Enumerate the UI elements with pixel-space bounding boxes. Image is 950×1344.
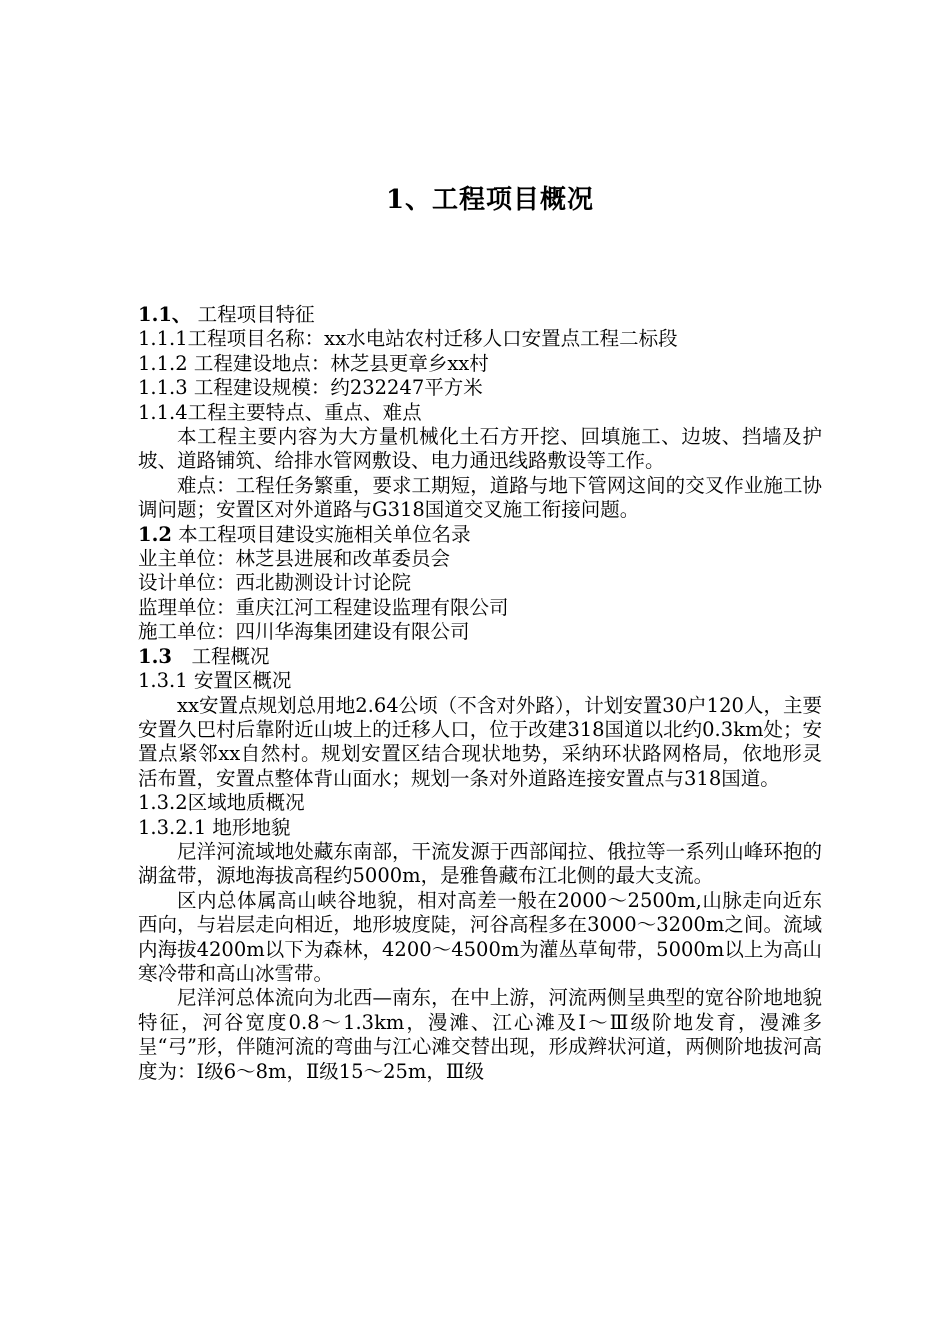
item-1-1-4: 1.1.4工程主要特点、重点、难点 [138,400,422,424]
heading-number: 1.1、 [138,303,192,326]
paragraph-river: 尼洋河总体流向为北西—南东，在中上游，河流两侧呈典型的宽谷阶地地貌特征，河谷宽度0.8～1.3km，漫滩、江心滩及Ⅰ～Ⅲ级阶地发育，漫滩多呈“弓”形，伴随河流的弯曲与江心滩交替出现，形成辫状河道，两侧阶地拔河高度为：Ⅰ级6～8m，Ⅱ级15～25m，Ⅲ级 [138,986,822,1083]
item-1-3-2: 1.3.2区域地质概况 [138,791,305,815]
unit-design: 设计单位：西北勘测设计讨论院 [138,571,412,595]
heading-number: 1.3 [138,644,172,668]
paragraph-landform: 区内总体属高山峡谷地貌，相对高差一般在2000～2500m,山脉走向近东西向，与岩层走向相近，地形坡度陡，河谷高程多在3000～3200m之间。流域内海拔4200m以下为森林，4200～4500m为灌丛草甸带，5000m以上为高山寒冷带和高山冰雪带。 [138,888,822,985]
unit-construction: 施工单位：四川华海集团建设有限公司 [138,620,470,644]
item-1-1-1: 1.1.1工程项目名称：xx水电站农村迁移人口安置点工程二标段 [138,327,678,351]
heading-number: 1.2 [138,522,172,546]
paragraph-site-overview: xx安置点规划总用地2.64公顷（不含对外路），计划安置30户120人，主要安置久巴村后靠附近山坡上的迁移人口，位于改建318国道以北约0.3km处；安置点紧邻xx自然村。规划安置区结合现状地势，采纳环状路网格局，依地形灵活布置，安置点整体背山面水；规划一条对外道路连接安置点与318国道。 [138,693,822,790]
item-1-1-2: 1.1.2 工程建设地点：林芝县更章乡xx村 [138,351,489,375]
item-1-1-3: 1.1.3 工程建设规模：约232247平方米 [138,376,483,400]
unit-supervision: 监理单位：重庆江河工程建设监理有限公司 [138,595,509,619]
item-1-3-2-1: 1.3.2.1 地形地貌 [138,815,291,839]
item-1-3-1: 1.3.1 安置区概况 [138,669,292,693]
heading-text: 本工程项目建设实施相关单位名录 [171,522,471,546]
heading-1-2 [138,523,822,547]
heading-text: 工程概况 [171,644,270,668]
heading-text: 工程项目特征 [191,303,315,326]
paragraph-basin: 尼洋河流域地处藏东南部，干流发源于西部闻拉、俄拉等一系列山峰环抱的湖盆带，源地海拔高程约5000m，是雅鲁藏布江北侧的最大支流。 [138,839,822,888]
document-body [138,303,822,1084]
paragraph-main-content: 本工程主要内容为大方量机械化土石方开挖、回填施工、边坡、挡墙及护坡、道路铺筑、给排水管网敷设、电力通迅线路敷设等工作。 [138,425,822,473]
unit-owner: 业主单位：林芝县进展和改革委员会 [138,547,451,571]
heading-1-3 [138,645,822,669]
paragraph-difficulties: 难点：工程任务繁重，要求工期短，道路与地下管网这间的交叉作业施工协调问题；安置区对外道路与G318国道交叉施工衔接问题。 [138,473,822,522]
page-title: 1、工程项目概况 [385,185,595,215]
heading-1-1 [138,303,822,327]
